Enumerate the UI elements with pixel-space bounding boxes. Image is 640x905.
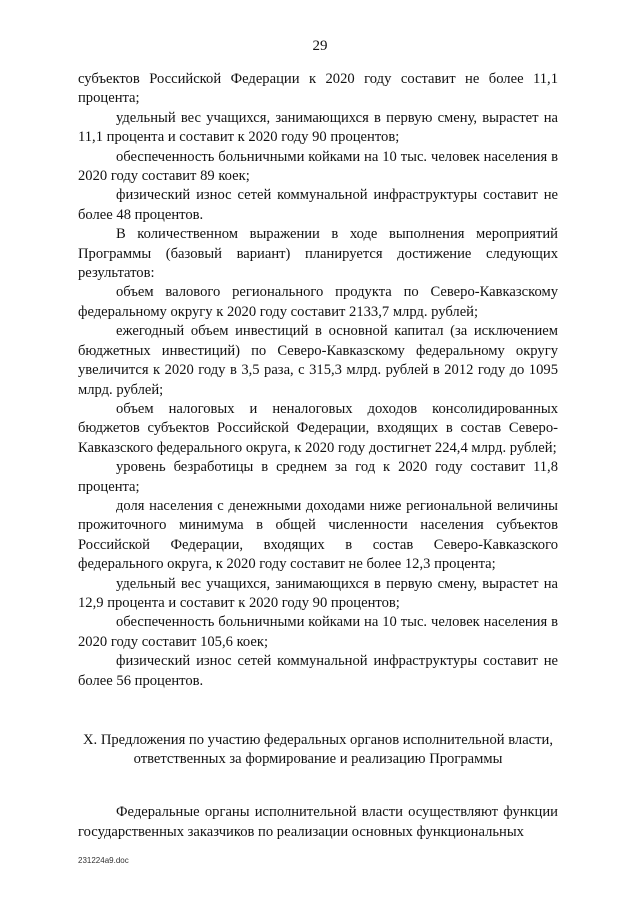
paragraph-4: физический износ сетей коммунальной инфраструктуры составит не более 48 процентов. [78,187,558,223]
section-heading [78,731,558,770]
paragraph-11: удельный вес учащихся, занимающихся в первую смену, вырастет на 12,9 процента и составит к 2020 году 90 процентов; [78,575,558,611]
page-number: 29 [312,38,328,54]
paragraph-6: объем валового регионального продукта по Северо-Кавказскому федеральному округу к 2020 году составит 2133,7 млрд. рублей; [78,284,558,320]
footer-doc-name: 231224a9.doc [78,856,129,865]
paragraph-5: В количественном выражении в ходе выполнения мероприятий Программы (базовый вариант) планируется достижение следующих результатов: [78,226,558,282]
paragraph-8: объем налоговых и неналоговых доходов консолидированных бюджетов субъектов Российской Федерации, входящих в состав Северо-Кавказского федерального округа, к 2020 году достигнет 224,4 млрд. рублей; [78,400,558,456]
closing-text: Федеральные органы исполнительной власти осуществляют функции государственных заказчиков по реализации основных функциональных [78,804,558,840]
paragraph-7: ежегодный объем инвестиций в основной капитал (за исключением бюджетных инвестиций) по Северо-Кавказскому федеральному округу увеличится к 2020 году в 3,5 раза, с 315,3 млрд. рублей в 2012 году до 1095 млрд. рублей; [78,323,558,398]
section-heading-line-1: X. Предложения по участию федеральных органов исполнительной власти, [82,732,553,748]
paragraph-9: уровень безработицы в среднем за год к 2020 году составит 11,8 процента; [78,459,558,495]
document-body [78,70,558,691]
paragraph-12: обеспеченность больничными койками на 10 тыс. человек населения в 2020 году составит 105,6 коек; [78,614,558,650]
paragraph-13: физический износ сетей коммунальной инфраструктуры составит не более 56 процентов. [78,653,558,689]
paragraph-10: доля населения с денежными доходами ниже региональной величины прожиточного минимума в общей численности населения субъектов Российской Федерации, входящих в состав Северо-Кавказского федерального округа, к 2020 году составит не более 12,3 процента; [78,497,558,573]
paragraph-3: обеспеченность больничными койками на 10 тыс. человек населения в 2020 году составит 89 коек; [78,148,558,185]
paragraph-2: удельный вес учащихся, занимающихся в первую смену, вырастет на 11,1 процента и составит к 2020 году 90 процентов; [78,109,558,146]
section-heading-line-2: ответственных за формирование и реализацию Программы [133,751,503,768]
paragraph-1: субъектов Российской Федерации к 2020 году составит не более 11,1 процента; [78,71,558,107]
closing-paragraph [78,802,558,842]
